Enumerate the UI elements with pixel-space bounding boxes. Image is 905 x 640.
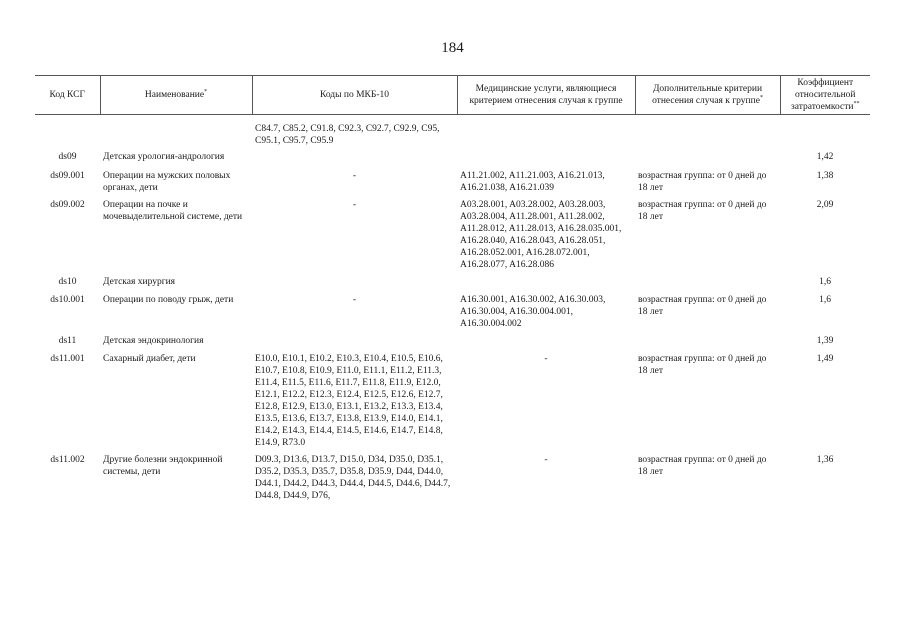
cell-name: Детская хирургия [103, 277, 176, 287]
cell-name: Другие болезни эндокринной системы, дети [103, 455, 223, 477]
table-row [35, 151, 870, 170]
cell-name: Детская эндокринология [103, 336, 204, 346]
cell-mkb-codes: - [352, 200, 357, 210]
cell-services [457, 335, 635, 353]
cell-mkb-codes: C84.7, C85.2, C91.8, C92.3, C92.7, C92.9, C95, C95.1, C95.7, C95.9 [255, 124, 440, 146]
page-number: 184 [441, 40, 464, 56]
cell-code: ds10.001 [50, 295, 85, 305]
table-header-row [35, 76, 870, 115]
cell-services: - [544, 354, 548, 364]
header-extra-criteria: Дополнительные критерии отнесения случая к группе* [635, 76, 780, 115]
table-row [35, 276, 870, 294]
cell-code: ds11 [58, 336, 77, 346]
cell-mkb-codes [252, 276, 457, 294]
header-services: Медицинские услуги, являющиеся критерием отнесения случая к группе [457, 76, 635, 115]
cell-services: A11.21.002, A11.21.003, A16.21.013, A16.21.038, A16.21.039 [460, 171, 605, 193]
header-mkb: Коды по МКБ-10 [252, 76, 457, 115]
cell-name: Операции на почке и мочевыделительной системе, дети [103, 200, 243, 222]
cell-services [457, 151, 635, 170]
cell-name [100, 115, 252, 152]
cell-name: Операции по поводу грыж, дети [103, 295, 234, 305]
cell-code: ds10 [58, 277, 77, 287]
cell-coefficient [780, 115, 870, 152]
cell-code: ds09.002 [50, 200, 85, 210]
cell-mkb-codes: D09.3, D13.6, D13.7, D15.0, D34, D35.0, D35.1, D35.2, D35.3, D35.7, D35.8, D35.9, D44, D44.0, D44.1, D44.2, D44.3, D44.4, D44.5, D44.6, D44.7, D44.8, D44.9, D76, [255, 455, 451, 501]
cell-extra-criteria: возрастная группа: от 0 дней до 18 лет [638, 455, 767, 477]
cell-services: A03.28.001, A03.28.002, A03.28.003, A03.28.004, A11.28.001, A11.28.002, A11.28.012, A11.28.013, A16.28.035.001, A16.28.040, A16.28.043, A16.28.051, A16.28.052.001, A16.28.072.001, A16.28.077, A16.28.086 [460, 200, 622, 270]
cell-services [457, 115, 635, 152]
cell-extra-criteria [635, 151, 780, 170]
cell-extra-criteria [635, 115, 780, 152]
cell-name: Детская урология-андрология [103, 152, 225, 162]
cell-services: A16.30.001, A16.30.002, A16.30.003, A16.30.004, A16.30.004.001, A16.30.004.002 [460, 295, 606, 329]
table-row [35, 353, 870, 454]
header-code: Код КСГ [35, 76, 100, 115]
cell-coefficient: 1,6 [819, 277, 831, 287]
cell-coefficient: 1,36 [816, 455, 834, 465]
cell-extra-criteria: возрастная группа: от 0 дней до 18 лет [638, 295, 767, 317]
cell-mkb-codes [252, 335, 457, 353]
cell-services: - [544, 455, 548, 465]
cell-extra-criteria: возрастная группа: от 0 дней до 18 лет [638, 354, 767, 376]
cell-extra-criteria: возрастная группа: от 0 дней до 18 лет [638, 200, 767, 222]
cell-coefficient: 1,38 [816, 171, 834, 181]
cell-mkb-codes: E10.0, E10.1, E10.2, E10.3, E10.4, E10.5, E10.6, E10.7, E10.8, E10.9, E11.0, E11.1, E11.2, E11.3, E11.4, E11.5, E11.6, E11.7, E11.8, E11.9, E12.0, E12.1, E12.2, E12.3, E12.4, E12.5, E12.6, E12.7, E12.8, E12.9, E13.0, E13.1, E13.2, E13.3, E13.4, E13.5, E13.6, E13.7, E13.8, E13.9, E14.0, E14.1, E14.2, E14.3, E14.4, E14.5, E14.6, E14.7, E14.8, E14.9, R73.0 [255, 354, 443, 448]
table-row [35, 454, 870, 507]
cell-mkb-codes: - [352, 171, 357, 181]
cell-extra-criteria: возрастная группа: от 0 дней до 18 лет [638, 171, 767, 193]
header-coefficient: Коэффициент относительной затратоемкости** [780, 76, 870, 115]
cell-mkb-codes: - [352, 295, 357, 305]
cell-coefficient: 1,39 [816, 336, 834, 346]
cell-code: ds09 [58, 152, 77, 162]
table-row [35, 115, 870, 152]
cell-extra-criteria [635, 335, 780, 353]
cell-coefficient: 1,42 [816, 152, 834, 162]
table-row [35, 335, 870, 353]
cell-coefficient: 2,09 [816, 200, 834, 210]
ksg-table [35, 75, 870, 507]
cell-coefficient: 1,49 [816, 354, 834, 364]
table-row [35, 170, 870, 199]
cell-code: ds11.001 [50, 354, 85, 364]
cell-extra-criteria [635, 276, 780, 294]
header-name: Наименование* [100, 76, 252, 115]
cell-name: Операции на мужских половых органах, дети [103, 171, 231, 193]
table-row [35, 294, 870, 335]
cell-code [35, 115, 100, 152]
cell-coefficient: 1,6 [819, 295, 831, 305]
table-row [35, 199, 870, 276]
cell-name: Сахарный диабет, дети [103, 354, 196, 364]
cell-services [457, 276, 635, 294]
cell-mkb-codes [252, 151, 457, 170]
cell-code: ds09.001 [50, 171, 85, 181]
cell-code: ds11.002 [50, 455, 85, 465]
